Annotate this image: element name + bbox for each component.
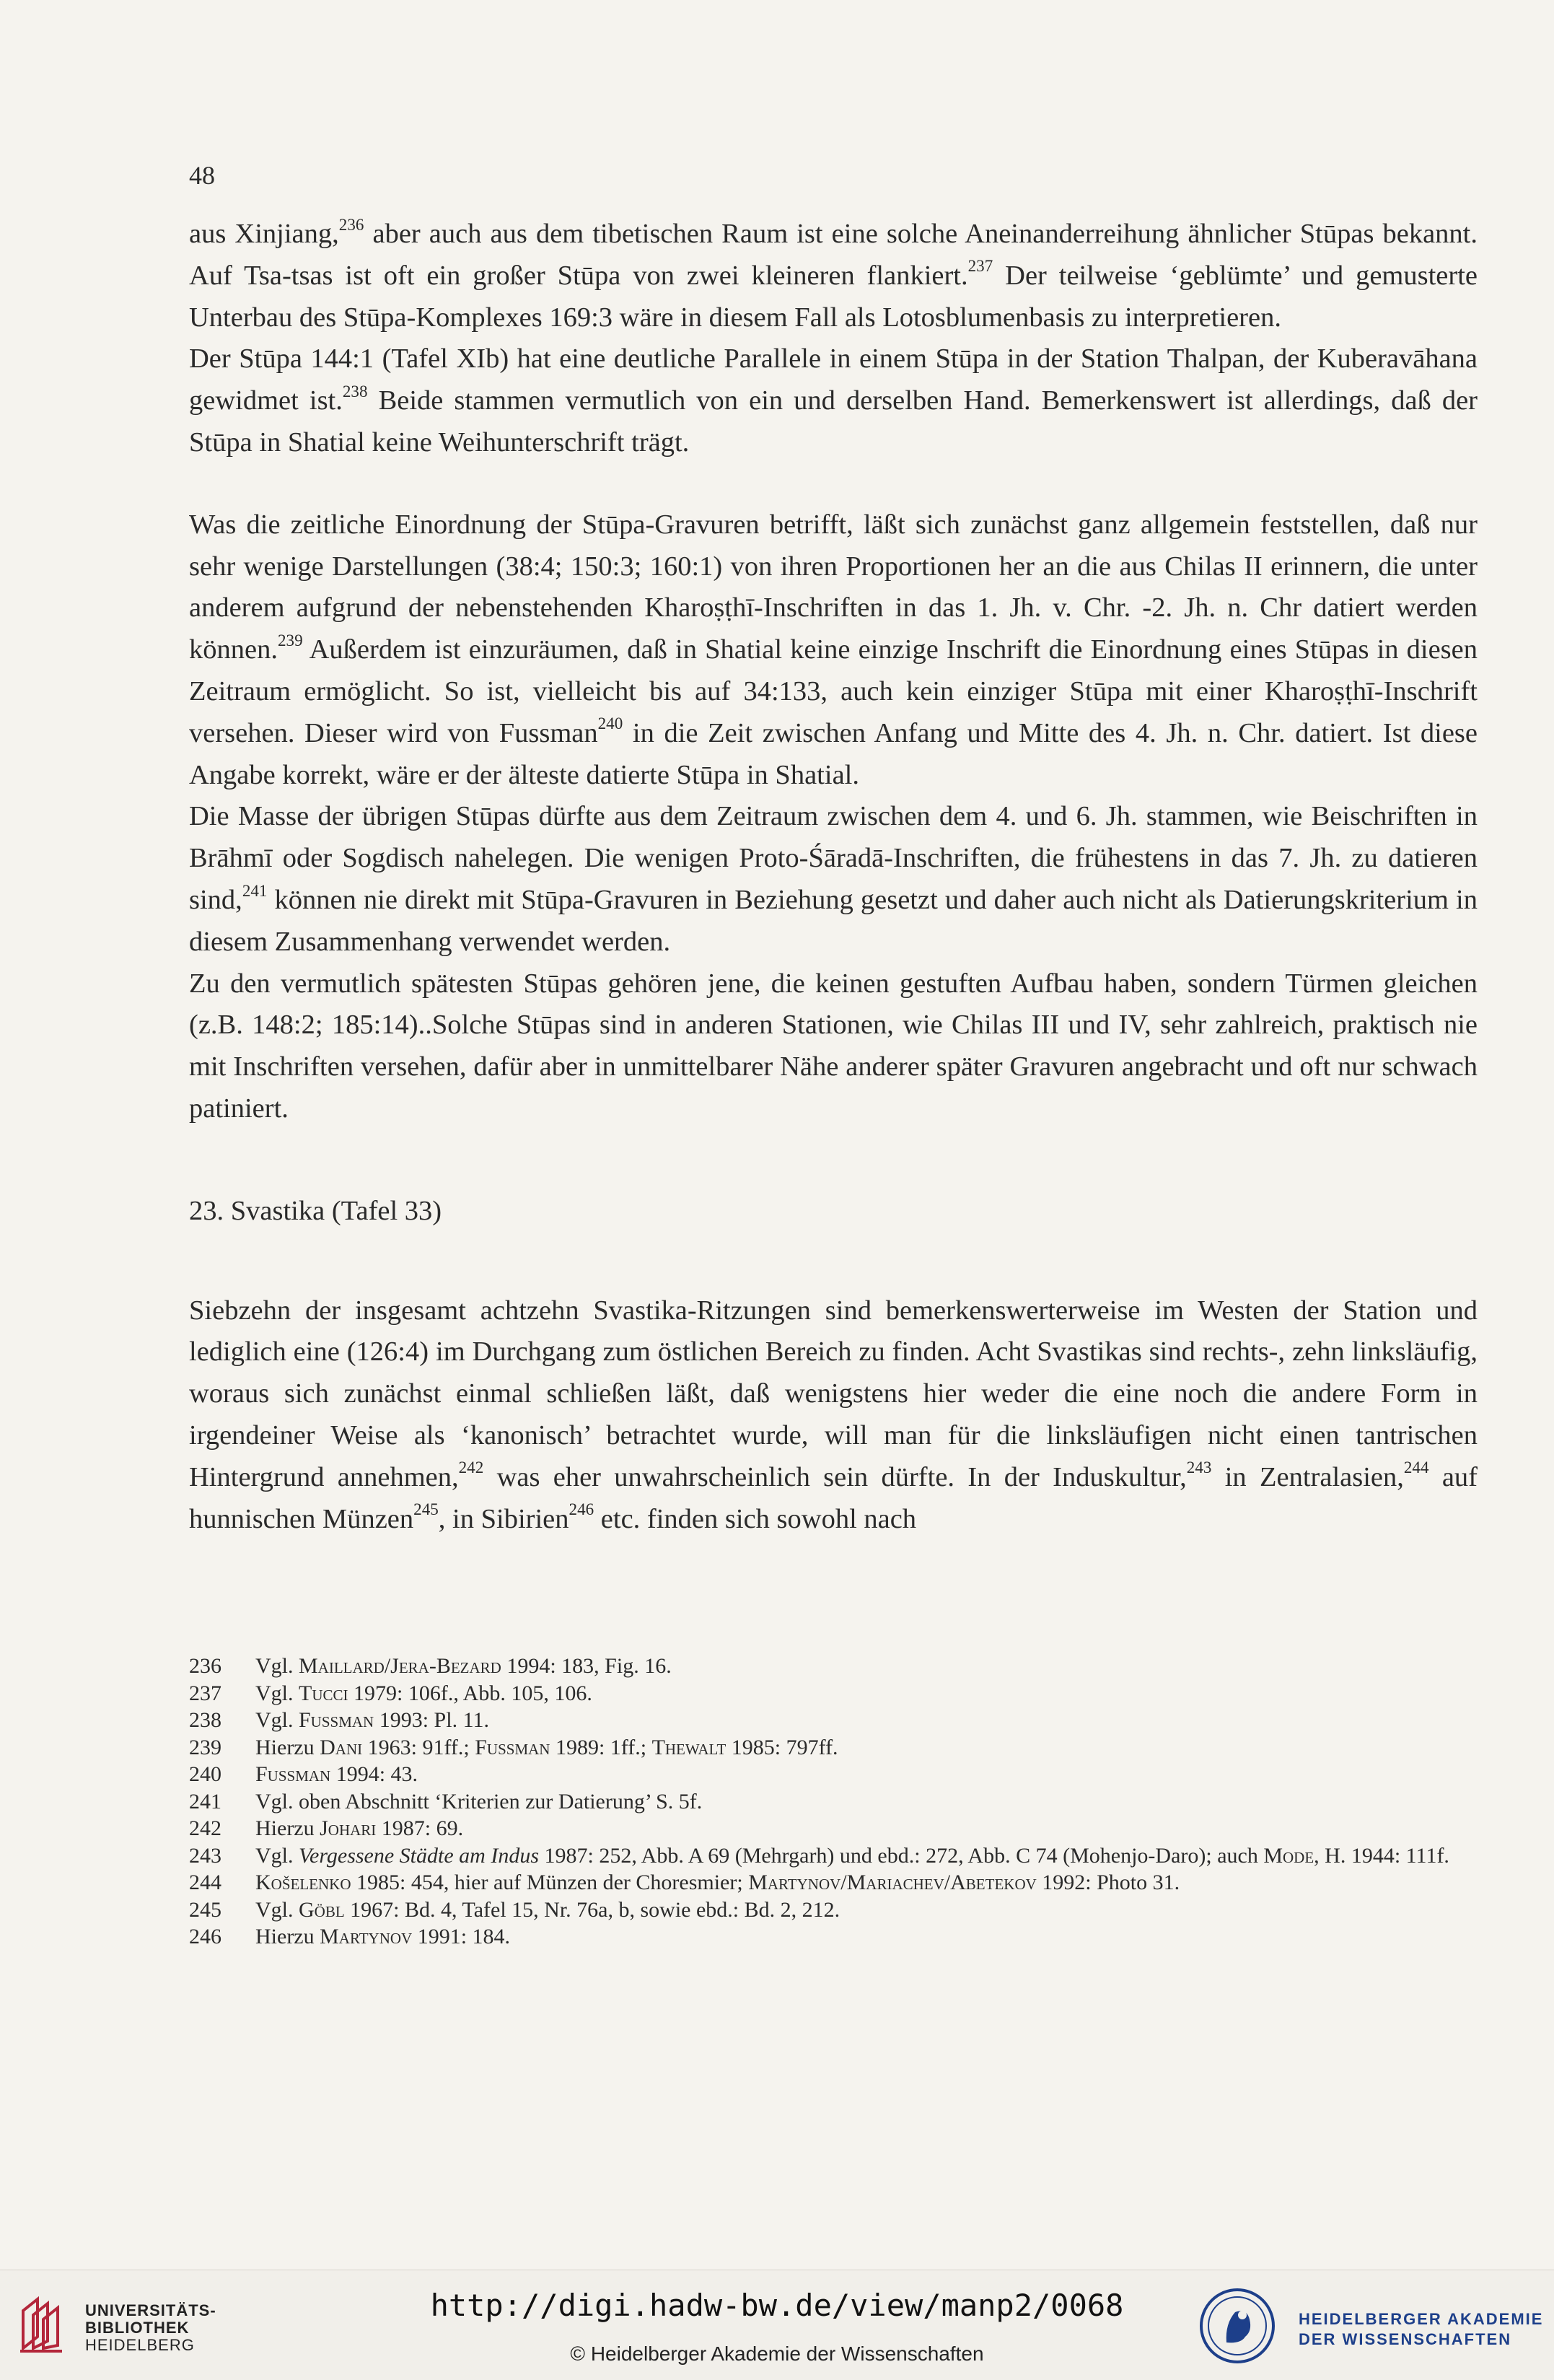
paragraph: Zu den vermutlich spätesten Stūpas gehören jene, die keinen gestuften Aufbau haben, sondern Türmen gleichen (z.B. 148:2; 185:14)..Solche Stūpas sind in anderen Stationen, wie Chilas III und IV, sehr zahlreich, praktisch nie mit Inschriften versehen, dafür aber in unmittelbarer Nähe anderer später Gravuren angebracht und oft nur schwach patiniert. xyxy=(189,968,1478,1124)
footnote-text: Vgl. Göbl 1967: Bd. 4, Tafel 15, Nr. 76a, b, sowie ebd.: Bd. 2, 212. xyxy=(255,1897,840,1922)
book-title: Vergessene Städte am Indus xyxy=(299,1843,539,1868)
footnote xyxy=(189,1680,1478,1707)
footnote-number: 236 xyxy=(189,1654,221,1678)
permalink[interactable]: http://digi.hadw-bw.de/view/manp2/0068 xyxy=(430,2288,1124,2323)
footnote-text: Vgl. Fussman 1993: Pl. 11. xyxy=(255,1708,489,1732)
author-name: Mode xyxy=(1263,1843,1314,1868)
author-name: Košelenko xyxy=(255,1871,351,1894)
footnote-text: Vgl. oben Abschnitt ‘Kriterien zur Datierung’ S. 5f. xyxy=(255,1789,703,1814)
library-name: UNIVERSITÄTS- BIBLIOTHEK HEIDELBERG xyxy=(85,2301,216,2354)
footnote-ref[interactable]: 245 xyxy=(413,1500,439,1519)
footnote-text: Vgl. Vergessene Städte am Indus 1987: 252, Abb. A 69 (Mehrgarh) und ebd.: 272, Abb. C 74 (Mohenjo-Daro); auch Mode, H. 1944: 111f. xyxy=(255,1843,1449,1868)
footnote-number: 241 xyxy=(189,1789,221,1814)
footnote xyxy=(189,1869,1478,1896)
footnote-ref[interactable]: 240 xyxy=(597,714,623,733)
footnote xyxy=(189,1815,1478,1842)
footnote-text: Fussman 1994: 43. xyxy=(255,1762,418,1786)
author-name: Maillard/Jera-Bezard xyxy=(299,1654,501,1678)
footnote-number: 245 xyxy=(189,1897,221,1922)
footnote-ref[interactable]: 237 xyxy=(967,256,993,276)
footnote xyxy=(189,1761,1478,1788)
footnote-text: Košelenko 1985: 454, hier auf Münzen der Choresmier; Martynov/Mariachev/Abetekov 1992: Photo 31. xyxy=(255,1871,1180,1894)
footnote xyxy=(189,1788,1478,1816)
footnote-ref[interactable]: 239 xyxy=(277,630,303,649)
footnote-number: 237 xyxy=(189,1681,221,1705)
footnote-text: Hierzu Dani 1963: 91ff.; Fussman 1989: 1ff.; Thewalt 1985: 797ff. xyxy=(255,1735,838,1759)
paragraph: Der Stūpa 144:1 (Tafel XIb) hat eine deutliche Parallele in einem Stūpa in der Station Thalpan, der Kuberavāhana gewidmet ist.$^{238}$ Beide stammen vermutlich von ein und derselben Hand. Bemerkenswert ist allerdings, daß der Stūpa in Shatial keine Weihunterschrift trägt. xyxy=(189,344,1478,458)
footnotes xyxy=(189,1653,1478,1951)
footnote-number: 239 xyxy=(189,1735,221,1759)
paragraph: Die Masse der übrigen Stūpas dürfte aus dem Zeitraum zwischen dem 4. und 6. Jh. stammen, wie Beischriften in Brāhmī oder Sogdisch nahelegen. Die wenigen Proto-Śāradā-Inschriften, die frühestens in das 7. Jh. zu datieren sind,$^{241}$ können nie direkt mit Stūpa-Gravuren in Beziehung gesetzt und daher auch nicht als Datierungskriterium in diesem Zusammenhang verwendet werden. xyxy=(189,801,1478,957)
footnote-number: 246 xyxy=(189,1925,221,1948)
footnote xyxy=(189,1923,1478,1951)
footnote-text: Hierzu Johari 1987: 69. xyxy=(255,1816,464,1840)
author-name: Martynov xyxy=(320,1925,413,1948)
paragraph: Siebzehn der insgesamt achtzehn Svastika-Ritzungen sind bemerkenswerterweise im Westen der Station und lediglich eine (126:4) im Durchgang zum östlichen Bereich zu finden. Acht Svastikas sind rechts-, zehn linksläufig, woraus sich zunächst einmal schließen läßt, daß wenigstens hier weder die eine noch die andere Form in irgendeiner Weise als ‘kanonisch’ betrachtet wurde, will man für die linksläufigen nicht einen tantrischen Hintergrund annehmen,$^{242}$ was eher unwahrscheinlich sein dürfte. In der Induskultur,$^{243}$ in Zentralasien,$^{244}$ auf hunnischen Münzen$^{245}$, in Sibirien$^{246}$ etc. finden sich sowohl nach xyxy=(189,1295,1478,1534)
footnote-ref[interactable]: 242 xyxy=(458,1458,484,1477)
footnote-ref[interactable]: 243 xyxy=(1186,1458,1212,1477)
footnote-number: 240 xyxy=(189,1762,221,1786)
copyright-notice: © Heidelberger Akademie der Wissenschaften xyxy=(570,2342,984,2365)
academy-seal-icon[interactable] xyxy=(1198,2286,1277,2369)
footnote-number: 242 xyxy=(189,1816,221,1840)
footnote-number: 243 xyxy=(189,1843,221,1868)
author-name: Fussman xyxy=(475,1735,550,1759)
footnote-text: Vgl. Tucci 1979: 106f., Abb. 105, 106. xyxy=(255,1681,592,1705)
author-name: Martynov/Mariachev/Abetekov xyxy=(748,1871,1037,1894)
main-text xyxy=(189,214,1478,1540)
footnote-ref[interactable]: 238 xyxy=(342,381,368,401)
footnote-ref[interactable]: 246 xyxy=(569,1500,594,1519)
author-name: Dani xyxy=(320,1735,363,1759)
paragraph: Was die zeitliche Einordnung der Stūpa-Gravuren betrifft, läßt sich zunächst ganz allgemein feststellen, daß nur sehr wenige Darstellungen (38:4; 150:3; 160:1) von ihren Proportionen her an die aus Chilas II erinnern, die unter anderem aufgrund der nebenstehenden Kharoṣṭhī-Inschriften in das 1. Jh. v. Chr. -2. Jh. n. Chr datiert werden können.$^{239}$ Außerdem ist einzuräumen, daß in Shatial keine einzige Inschrift die Einordnung eines Stūpas in diesen Zeitraum ermöglicht. So ist, vielleicht bis auf 34:133, auch kein einziger Stūpa mit einer Kharoṣṭhī-Inschrift versehen. Dieser wird von Fussman$^{240}$ in die Zeit zwischen Anfang und Mitte des 4. Jh. n. Chr. datiert. Ist diese Angabe korrekt, wäre er der älteste datierte Stūpa in Shatial. xyxy=(189,509,1478,790)
author-name: Tucci xyxy=(299,1681,348,1705)
author-name: Göbl xyxy=(299,1897,345,1922)
footnote xyxy=(189,1896,1478,1924)
footnote-ref[interactable]: 241 xyxy=(242,880,268,900)
author-name: Fussman xyxy=(299,1708,374,1732)
page-number: 48 xyxy=(189,161,215,190)
footnote-number: 244 xyxy=(189,1871,221,1894)
footnote xyxy=(189,1842,1478,1870)
footnote-ref[interactable]: 244 xyxy=(1403,1458,1429,1477)
section-heading: 23. Svastika (Tafel 33) xyxy=(189,1195,442,1226)
author-name: Fussman xyxy=(255,1762,331,1786)
author-name: Johari xyxy=(320,1816,377,1840)
footnote xyxy=(189,1707,1478,1734)
footnote-ref[interactable]: 236 xyxy=(338,214,364,234)
footer xyxy=(0,2270,1554,2380)
author-name: Thewalt xyxy=(651,1735,726,1759)
paragraph: aus Xinjiang,$^{236}$ aber auch aus dem tibetischen Raum ist eine solche Aneinanderreihung ähnlicher Stūpas bekannt. Auf Tsa-tsas ist oft ein großer Stūpa von zwei kleineren flankiert.$^{237}$ Der teilweise ‘geblümte’ und gemusterte Unterbau des Stūpa-Komplexes 169:3 wäre in diesem Fall als Lotosblumenbasis zu interpretieren. xyxy=(189,214,1478,333)
footnote-text: Hierzu Martynov 1991: 184. xyxy=(255,1925,511,1948)
footnote-text: Vgl. Maillard/Jera-Bezard 1994: 183, Fig. 16. xyxy=(255,1654,672,1678)
footnote xyxy=(189,1734,1478,1762)
academy-name: HEIDELBERGER AKADEMIE DER WISSENSCHAFTEN xyxy=(1299,2310,1544,2348)
footnote xyxy=(189,1653,1478,1680)
footnote-number: 238 xyxy=(189,1708,221,1732)
